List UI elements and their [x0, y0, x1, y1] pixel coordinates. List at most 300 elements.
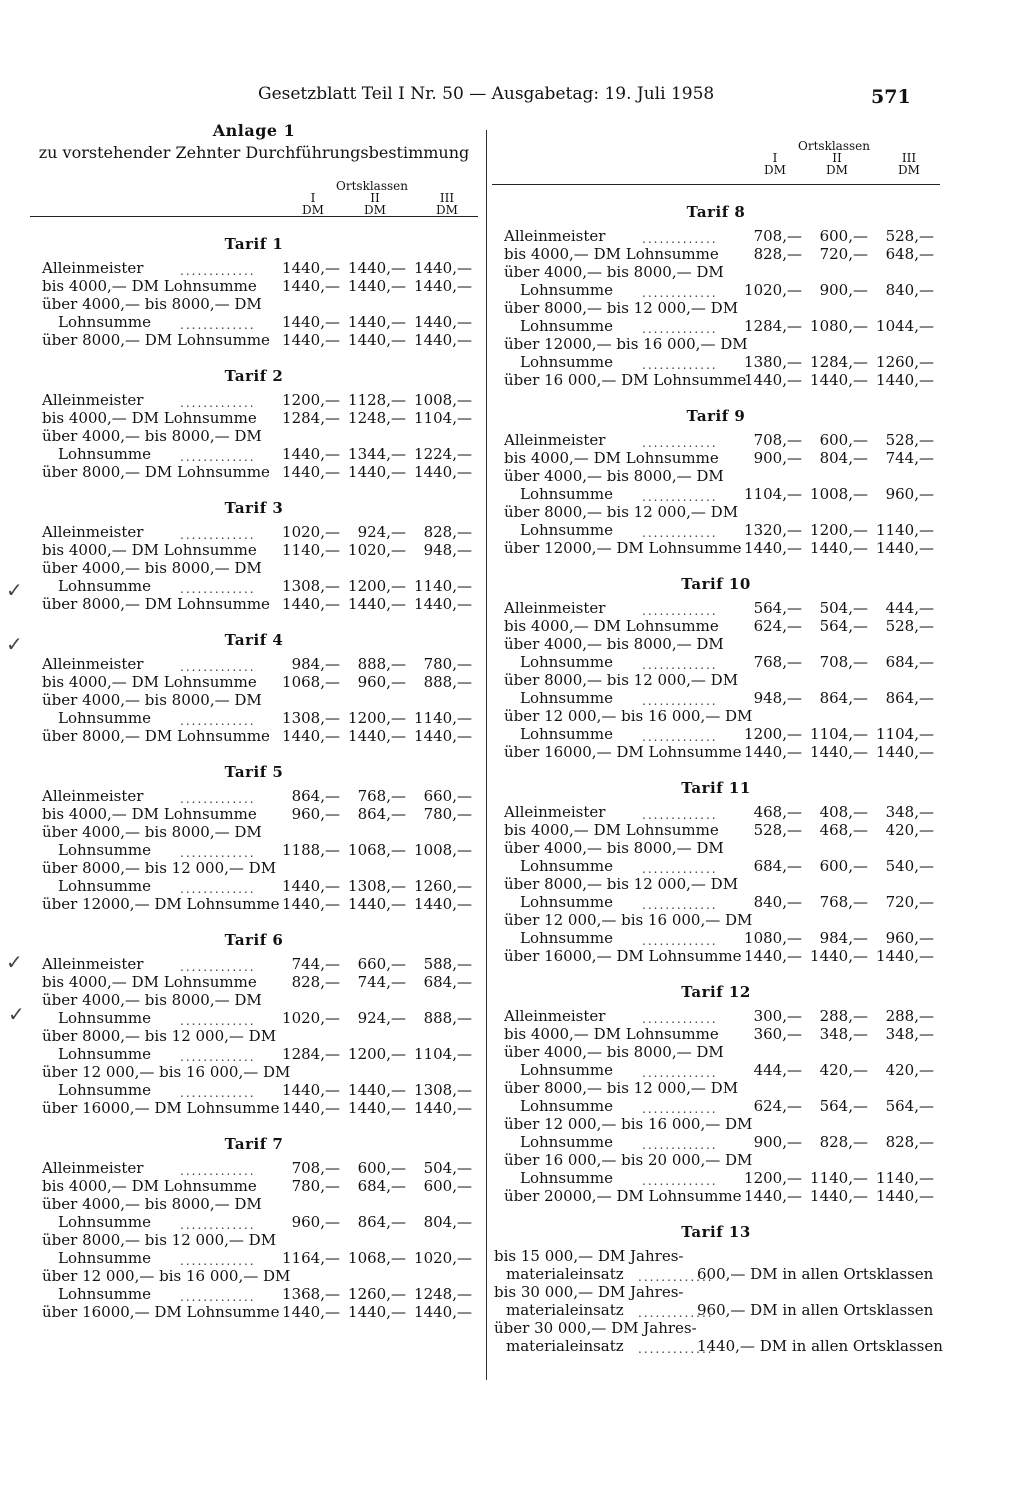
margin-tick-mark: ✓ — [6, 578, 23, 602]
tariff-row — [30, 1099, 478, 1117]
value-class-iii: 420,— — [885, 1061, 934, 1079]
tariff-row — [492, 1097, 940, 1115]
tarif-heading: Tarif 10 — [681, 575, 751, 593]
value-class-ii: 708,— — [819, 653, 868, 671]
tariff-row — [492, 875, 940, 893]
page-number: 571 — [871, 86, 911, 108]
tariff-row — [492, 1061, 940, 1079]
value-class-iii: 1440,— — [414, 595, 472, 613]
value-class-i: 468,— — [753, 803, 802, 821]
tariff-row — [30, 559, 478, 577]
dot-leader: ............. — [642, 658, 718, 672]
value-class-i: 984,— — [291, 655, 340, 673]
value-class-ii: 1440,— — [348, 331, 406, 349]
value-class-iii: 444,— — [885, 599, 934, 617]
value-class-i: 1188,— — [282, 841, 340, 859]
tarif-heading: Tarif 4 — [224, 631, 284, 649]
value-class-i: 1200,— — [282, 391, 340, 409]
value-class-ii: 1440,— — [810, 371, 868, 389]
tariff-row — [30, 1267, 478, 1285]
row-label: Lohnsumme — [520, 857, 613, 875]
value-class-iii: 948,— — [423, 541, 472, 559]
row-label: über 4000,— bis 8000,— DM — [42, 691, 262, 709]
row-label: materialeinsatz — [506, 1337, 624, 1355]
tariff-row — [492, 281, 940, 299]
value-class-i: 1440,— — [282, 313, 340, 331]
value-class-ii: 348,— — [819, 1025, 868, 1043]
value-class-iii: 1008,— — [414, 391, 472, 409]
value-class-ii: 828,— — [819, 1133, 868, 1151]
tariff-row — [492, 317, 940, 335]
value-class-i: 1440,— — [282, 1099, 340, 1117]
row-label: Alleinmeister — [42, 259, 144, 277]
tariff-row — [492, 503, 940, 521]
tarif-heading: Tarif 5 — [224, 763, 284, 781]
tarif13-amount: 1440,— DM in allen Ortsklassen — [697, 1337, 943, 1355]
value-class-ii: 564,— — [819, 1097, 868, 1115]
tariff-row — [492, 1007, 940, 1025]
row-label: über 20000,— DM Lohnsumme — [504, 1187, 742, 1205]
tarif-heading: Tarif 12 — [681, 983, 751, 1001]
tariff-row — [492, 1169, 940, 1187]
row-label: über 8000,— bis 12 000,— DM — [42, 1231, 277, 1249]
row-label: über 8000,— bis 12 000,— DM — [504, 1079, 739, 1097]
tariff-row — [492, 1151, 940, 1169]
value-class-i: 1440,— — [744, 371, 802, 389]
value-class-iii: 1140,— — [414, 709, 472, 727]
value-class-ii: 768,— — [819, 893, 868, 911]
tarif-section — [30, 931, 478, 1117]
annex-subtitle: zu vorstehender Zehnter Durchführungsbestimmung — [38, 143, 470, 162]
value-class-i: 1164,— — [282, 1249, 340, 1267]
value-class-ii: 408,— — [819, 803, 868, 821]
tariff-row — [30, 295, 478, 313]
class-i-header: I DM — [764, 151, 786, 177]
value-class-iii: 1248,— — [414, 1285, 472, 1303]
row-label: Lohnsumme — [58, 877, 151, 895]
tarif-heading: Tarif 3 — [224, 499, 284, 517]
tariff-row — [492, 245, 940, 263]
value-class-i: 1440,— — [744, 1187, 802, 1205]
row-label: über 4000,— bis 8000,— DM — [42, 823, 262, 841]
dot-leader: ............. — [642, 1012, 718, 1026]
tarif-section — [30, 367, 478, 481]
value-class-iii: 588,— — [423, 955, 472, 973]
tariff-row — [30, 691, 478, 709]
row-label: Lohnsumme — [520, 893, 613, 911]
row-label: Lohnsumme — [520, 485, 613, 503]
value-class-i: 708,— — [753, 431, 802, 449]
row-label: über 12 000,— bis 16 000,— DM — [42, 1267, 291, 1285]
value-class-iii: 888,— — [423, 673, 472, 691]
row-label: Lohnsumme — [58, 1045, 151, 1063]
value-class-iii: 528,— — [885, 431, 934, 449]
value-class-iii: 1308,— — [414, 1081, 472, 1099]
value-class-i: 768,— — [753, 653, 802, 671]
row-label: über 12000,— DM Lohnsumme — [42, 895, 280, 913]
tariff-row — [30, 1027, 478, 1045]
tariff-row — [30, 709, 478, 727]
value-class-iii: 1440,— — [414, 331, 472, 349]
value-class-iii: 1440,— — [414, 727, 472, 745]
value-class-ii: 420,— — [819, 1061, 868, 1079]
tariff-row — [30, 1063, 478, 1081]
dot-leader: ............. — [180, 660, 256, 674]
row-label: über 16000,— DM Lohnsumme — [42, 1303, 280, 1321]
tariff-row — [30, 541, 478, 559]
tariff-row — [30, 463, 478, 481]
row-label: über 4000,— bis 8000,— DM — [42, 991, 262, 1009]
tariff-row — [30, 595, 478, 613]
dot-leader: ............. — [642, 358, 718, 372]
tariff-row — [492, 707, 940, 725]
row-label: Alleinmeister — [42, 787, 144, 805]
value-class-iii: 1440,— — [414, 463, 472, 481]
tariff-row — [492, 227, 940, 245]
row-label: über 4000,— bis 8000,— DM — [504, 839, 724, 857]
row-label: bis 4000,— DM Lohnsumme — [504, 1025, 719, 1043]
value-class-ii: 600,— — [357, 1159, 406, 1177]
value-class-i: 900,— — [753, 449, 802, 467]
value-class-i: 1308,— — [282, 709, 340, 727]
left-column — [30, 120, 478, 1321]
value-class-ii: 600,— — [819, 857, 868, 875]
value-class-i: 1068,— — [282, 673, 340, 691]
tariff-row — [30, 973, 478, 991]
row-label: über 16000,— DM Lohnsumme — [42, 1099, 280, 1117]
dot-leader: ............. — [180, 264, 256, 278]
value-class-i: 1368,— — [282, 1285, 340, 1303]
tariff-row — [492, 1025, 940, 1043]
annex-title: Anlage 1 — [212, 121, 296, 140]
tariff-row — [492, 911, 940, 929]
row-label: bis 4000,— DM Lohnsumme — [42, 805, 257, 823]
class-iii-header: III DM — [436, 191, 458, 217]
dot-leader: ............. — [642, 862, 718, 876]
value-class-iii: 1260,— — [876, 353, 934, 371]
tariff-row — [492, 725, 940, 743]
value-class-i: 828,— — [753, 245, 802, 263]
tarif13-amount: 960,— DM in allen Ortsklassen — [697, 1301, 934, 1319]
row-label: Lohnsumme — [520, 653, 613, 671]
tariff-row — [492, 617, 940, 635]
value-class-i: 1140,— — [282, 541, 340, 559]
value-class-ii: 564,— — [819, 617, 868, 635]
value-class-ii: 1080,— — [810, 317, 868, 335]
value-class-ii: 684,— — [357, 1177, 406, 1195]
value-class-i: 1020,— — [744, 281, 802, 299]
margin-tick-mark: ✓ — [6, 632, 23, 656]
value-class-ii: 924,— — [357, 523, 406, 541]
row-label: Lohnsumme — [58, 313, 151, 331]
value-class-iii: 864,— — [885, 689, 934, 707]
value-class-iii: 504,— — [423, 1159, 472, 1177]
class-i-header: I DM — [302, 191, 324, 217]
value-class-iii: 684,— — [885, 653, 934, 671]
value-class-i: 1284,— — [744, 317, 802, 335]
value-class-ii: 1140,— — [810, 1169, 868, 1187]
value-class-ii: 984,— — [819, 929, 868, 947]
row-label: bis 4000,— DM Lohnsumme — [504, 449, 719, 467]
dot-leader: ............. — [180, 1218, 256, 1232]
value-class-iii: 540,— — [885, 857, 934, 875]
row-label: über 8000,— bis 12 000,— DM — [504, 875, 739, 893]
margin-tick-mark: ✓ — [8, 1002, 25, 1026]
tariff-row — [30, 409, 478, 427]
value-class-i: 708,— — [291, 1159, 340, 1177]
tariff-row — [492, 335, 940, 353]
dot-leader: ............. — [638, 1342, 714, 1356]
tariff-row — [30, 331, 478, 349]
dot-leader: ............. — [180, 1290, 256, 1304]
row-label: Alleinmeister — [42, 391, 144, 409]
value-class-ii: 900,— — [819, 281, 868, 299]
row-label: über 12 000,— bis 16 000,— DM — [504, 707, 753, 725]
dot-leader: ............. — [638, 1270, 714, 1284]
value-class-i: 444,— — [753, 1061, 802, 1079]
tariff-row — [492, 263, 940, 281]
tariff-row — [492, 1079, 940, 1097]
value-class-ii: 1440,— — [810, 1187, 868, 1205]
value-class-i: 1284,— — [282, 1045, 340, 1063]
row-label: über 4000,— bis 8000,— DM — [42, 427, 262, 445]
value-class-iii: 1440,— — [876, 371, 934, 389]
row-label: über 30 000,— DM Jahres- — [494, 1319, 697, 1337]
tarif13-row — [492, 1301, 940, 1319]
tariff-row — [30, 1195, 478, 1213]
tarif-list-right — [492, 203, 940, 1205]
value-class-iii: 840,— — [885, 281, 934, 299]
value-class-i: 1440,— — [282, 895, 340, 913]
row-label: Lohnsumme — [58, 1213, 151, 1231]
value-class-iii: 1440,— — [414, 1099, 472, 1117]
row-label: bis 4000,— DM Lohnsumme — [42, 277, 257, 295]
dot-leader: ............. — [642, 1174, 718, 1188]
dot-leader: ............. — [642, 1138, 718, 1152]
value-class-iii: 528,— — [885, 227, 934, 245]
tariff-row — [492, 1115, 940, 1133]
value-class-i: 1020,— — [282, 1009, 340, 1027]
value-class-iii: 1140,— — [876, 521, 934, 539]
row-label: Lohnsumme — [58, 1285, 151, 1303]
value-class-i: 1284,— — [282, 409, 340, 427]
tariff-row — [30, 1231, 478, 1249]
value-class-iii: 528,— — [885, 617, 934, 635]
value-class-ii: 1128,— — [348, 391, 406, 409]
value-class-ii: 1440,— — [348, 259, 406, 277]
value-class-ii: 1440,— — [810, 947, 868, 965]
row-label: über 12000,— bis 16 000,— DM — [504, 335, 748, 353]
tariff-row — [30, 1009, 478, 1027]
tariff-row — [30, 787, 478, 805]
dot-leader: ............. — [638, 1306, 714, 1320]
tariff-row — [30, 1159, 478, 1177]
dot-leader: ............. — [642, 604, 718, 618]
value-class-ii: 864,— — [357, 1213, 406, 1231]
tarif-heading: Tarif 8 — [686, 203, 746, 221]
row-label: über 4000,— bis 8000,— DM — [504, 635, 724, 653]
value-class-ii: 1200,— — [348, 1045, 406, 1063]
value-class-i: 1440,— — [282, 277, 340, 295]
value-class-iii: 1440,— — [876, 539, 934, 557]
row-label: über 12 000,— bis 16 000,— DM — [42, 1063, 291, 1081]
dot-leader: ............. — [642, 526, 718, 540]
value-class-iii: 1440,— — [876, 1187, 934, 1205]
tariff-row — [492, 929, 940, 947]
row-label: über 8000,— DM Lohnsumme — [42, 463, 270, 481]
class-ii-header: II DM — [826, 151, 848, 177]
value-class-i: 624,— — [753, 1097, 802, 1115]
value-class-ii: 1284,— — [810, 353, 868, 371]
tariff-row — [30, 427, 478, 445]
value-class-iii: 1140,— — [876, 1169, 934, 1187]
tarif-section — [30, 631, 478, 745]
column-divider — [486, 130, 487, 1380]
row-label: über 16 000,— DM Lohnsumme — [504, 371, 747, 389]
row-label: Lohnsumme — [58, 1249, 151, 1267]
value-class-ii: 1440,— — [348, 1099, 406, 1117]
value-class-ii: 468,— — [819, 821, 868, 839]
value-class-i: 1440,— — [282, 727, 340, 745]
row-label: Lohnsumme — [520, 725, 613, 743]
value-class-i: 1020,— — [282, 523, 340, 541]
value-class-ii: 1308,— — [348, 877, 406, 895]
column-header — [492, 140, 940, 185]
dot-leader: ............. — [180, 396, 256, 410]
tariff-row — [30, 577, 478, 595]
tariff-row — [492, 449, 940, 467]
tariff-row — [492, 689, 940, 707]
dot-leader: ............. — [642, 1066, 718, 1080]
dot-leader: ............. — [642, 322, 718, 336]
tariff-row — [30, 1249, 478, 1267]
value-class-i: 840,— — [753, 893, 802, 911]
value-class-i: 960,— — [291, 805, 340, 823]
tarif-list-left — [30, 235, 478, 1321]
tarif13-row — [492, 1283, 940, 1301]
tarif-heading: Tarif 1 — [224, 235, 284, 253]
dot-leader: ............. — [180, 1254, 256, 1268]
row-label: Alleinmeister — [42, 1159, 144, 1177]
header-title: Gesetzblatt Teil I Nr. 50 — Ausgabetag: 19. Juli 1958 — [258, 84, 715, 104]
row-label: Alleinmeister — [504, 1007, 606, 1025]
row-label: Lohnsumme — [58, 709, 151, 727]
tariff-row — [492, 485, 940, 503]
value-class-i: 1440,— — [744, 539, 802, 557]
tarif13-row — [492, 1319, 940, 1337]
row-label: Alleinmeister — [42, 523, 144, 541]
value-class-iii: 744,— — [885, 449, 934, 467]
value-class-i: 744,— — [291, 955, 340, 973]
value-class-i: 528,— — [753, 821, 802, 839]
value-class-i: 1104,— — [744, 485, 802, 503]
row-label: über 8000,— bis 12 000,— DM — [504, 299, 739, 317]
column-header — [30, 180, 478, 217]
dot-leader: ............. — [180, 528, 256, 542]
tariff-row — [492, 371, 940, 389]
row-label: Lohnsumme — [520, 1061, 613, 1079]
row-label: bis 4000,— DM Lohnsumme — [42, 673, 257, 691]
row-label: Alleinmeister — [504, 227, 606, 245]
row-label: über 12 000,— bis 16 000,— DM — [504, 1115, 753, 1133]
value-class-iii: 660,— — [423, 787, 472, 805]
value-class-iii: 684,— — [423, 973, 472, 991]
value-class-iii: 1008,— — [414, 841, 472, 859]
value-class-i: 828,— — [291, 973, 340, 991]
tarif-heading: Tarif 9 — [686, 407, 746, 425]
tariff-row — [30, 727, 478, 745]
value-class-i: 1440,— — [282, 259, 340, 277]
value-class-ii: 1440,— — [348, 595, 406, 613]
row-label: Lohnsumme — [58, 1009, 151, 1027]
dot-leader: ............. — [180, 714, 256, 728]
value-class-ii: 600,— — [819, 431, 868, 449]
tarif-heading: Tarif 7 — [224, 1135, 284, 1153]
tariff-row — [492, 947, 940, 965]
tariff-row — [492, 893, 940, 911]
row-label: über 16 000,— bis 20 000,— DM — [504, 1151, 753, 1169]
dot-leader: ............. — [180, 846, 256, 860]
margin-tick-mark: ✓ — [6, 950, 23, 974]
tariff-row — [30, 841, 478, 859]
value-class-i: 1440,— — [282, 463, 340, 481]
value-class-i: 1080,— — [744, 929, 802, 947]
right-column — [492, 120, 943, 1356]
value-class-iii: 288,— — [885, 1007, 934, 1025]
value-class-ii: 1440,— — [348, 277, 406, 295]
row-label: bis 4000,— DM Lohnsumme — [504, 245, 719, 263]
value-class-ii: 1200,— — [348, 709, 406, 727]
tariff-row — [30, 823, 478, 841]
value-class-iii: 780,— — [423, 655, 472, 673]
value-class-iii: 1440,— — [414, 259, 472, 277]
value-class-i: 1440,— — [744, 947, 802, 965]
class-ii-header: II DM — [364, 191, 386, 217]
tariff-row — [492, 299, 940, 317]
value-class-ii: 1068,— — [348, 1249, 406, 1267]
value-class-i: 1320,— — [744, 521, 802, 539]
row-label: über 4000,— bis 8000,— DM — [42, 1195, 262, 1213]
tariff-row — [30, 991, 478, 1009]
tarif13-row — [492, 1337, 943, 1356]
value-class-iii: 1140,— — [414, 577, 472, 595]
tarif-section — [492, 779, 940, 965]
row-label: über 4000,— bis 8000,— DM — [504, 1043, 724, 1061]
row-label: über 8000,— DM Lohnsumme — [42, 331, 270, 349]
value-class-ii: 720,— — [819, 245, 868, 263]
dot-leader: ............. — [642, 934, 718, 948]
row-label: über 8000,— DM Lohnsumme — [42, 727, 270, 745]
value-class-iii: 1104,— — [414, 409, 472, 427]
value-class-ii: 804,— — [819, 449, 868, 467]
row-label: bis 4000,— DM Lohnsumme — [504, 821, 719, 839]
tariff-row — [492, 671, 940, 689]
row-label: über 4000,— bis 8000,— DM — [504, 467, 724, 485]
dot-leader: ............. — [180, 882, 256, 896]
tarif-section — [30, 235, 478, 349]
row-label: über 4000,— bis 8000,— DM — [504, 263, 724, 281]
tariff-row — [30, 1285, 478, 1303]
dot-leader: ............. — [642, 1102, 718, 1116]
value-class-i: 1440,— — [282, 445, 340, 463]
row-label: Lohnsumme — [520, 281, 613, 299]
dot-leader: ............. — [642, 898, 718, 912]
value-class-ii: 1260,— — [348, 1285, 406, 1303]
value-class-i: 864,— — [291, 787, 340, 805]
dot-leader: ............. — [642, 730, 718, 744]
tariff-row — [30, 1177, 478, 1195]
value-class-ii: 1068,— — [348, 841, 406, 859]
